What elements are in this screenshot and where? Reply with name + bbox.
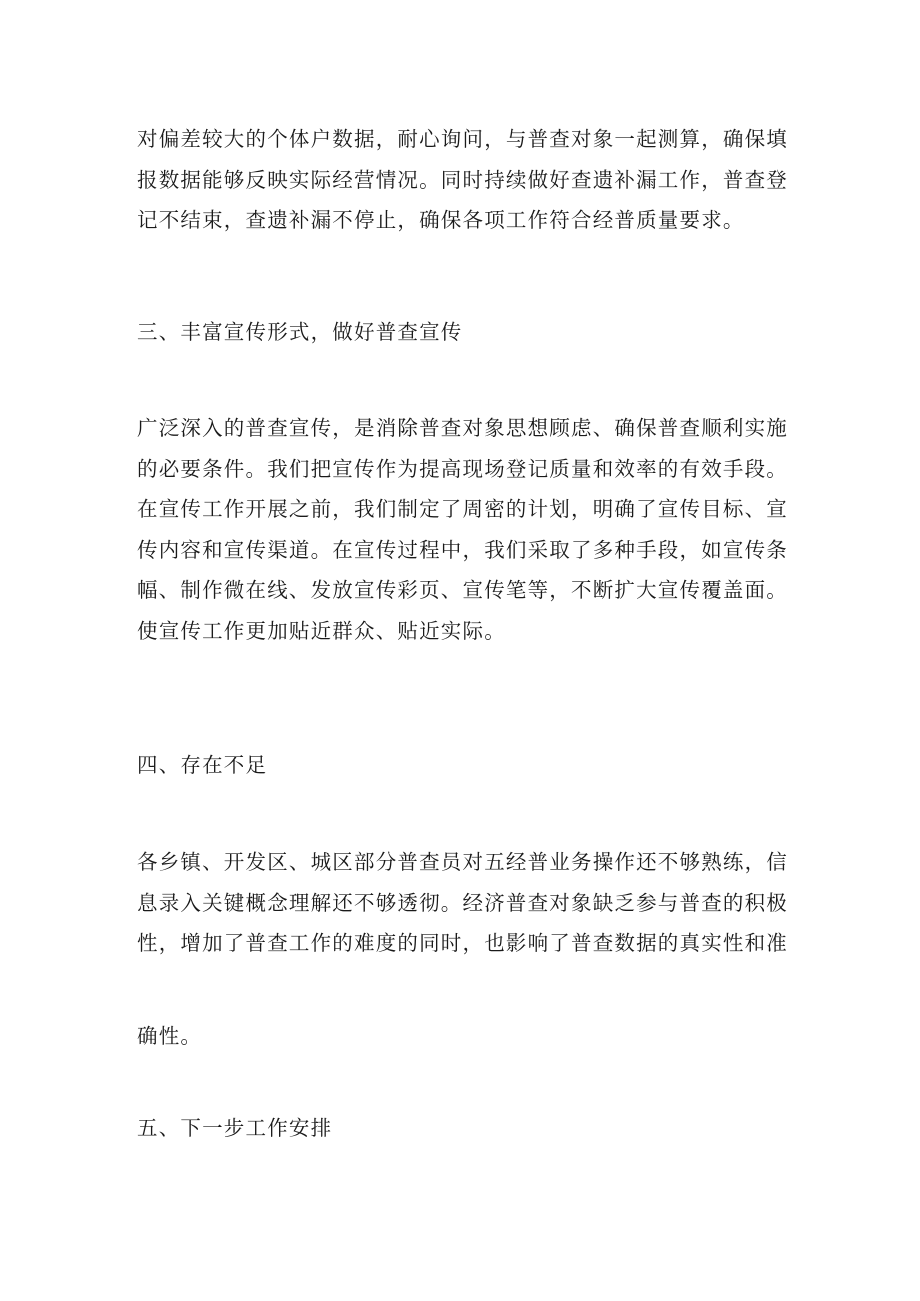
paragraph-shortcomings-continued: 确性。: [137, 1024, 203, 1048]
section-heading-next-steps: 五、下一步工作安排: [137, 1116, 333, 1140]
section-heading-publicity: 三、丰富宣传形式，做好普查宣传: [137, 320, 463, 344]
paragraph-publicity: 广泛深入的普查宣传，是消除普查对象思想顾虑、确保普查顺利实施的必要条件。我们把宣传作为提高现场登记质量和效率的有效手段。在宣传工作开展之前，我们制定了周密的计划，明确了宣传目标、宣传内容和宣传渠道。在宣传过程中，我们采取了多种手段，如宣传条幅、制作微在线、发放宣传彩页、宣传笔等，不断扩大宣传覆盖面。使宣传工作更加贴近群众、贴近实际。: [137, 416, 788, 643]
paragraph-data-verification: 对偏差较大的个体户数据，耐心询问，与普查对象一起测算，确保填报数据能够反映实际经营情况。同时持续做好查遗补漏工作，普查登记不结束，查遗补漏不停止，确保各项工作符合经普质量要求。: [137, 127, 788, 232]
paragraph-shortcomings: 各乡镇、开发区、城区部分普查员对五经普业务操作还不够熟练，信息录入关键概念理解还不够透彻。经济普查对象缺乏参与普查的积极性，增加了普查工作的难度的同时，也影响了普查数据的真实性和准: [137, 850, 788, 955]
section-heading-shortcomings: 四、存在不足: [137, 753, 268, 777]
